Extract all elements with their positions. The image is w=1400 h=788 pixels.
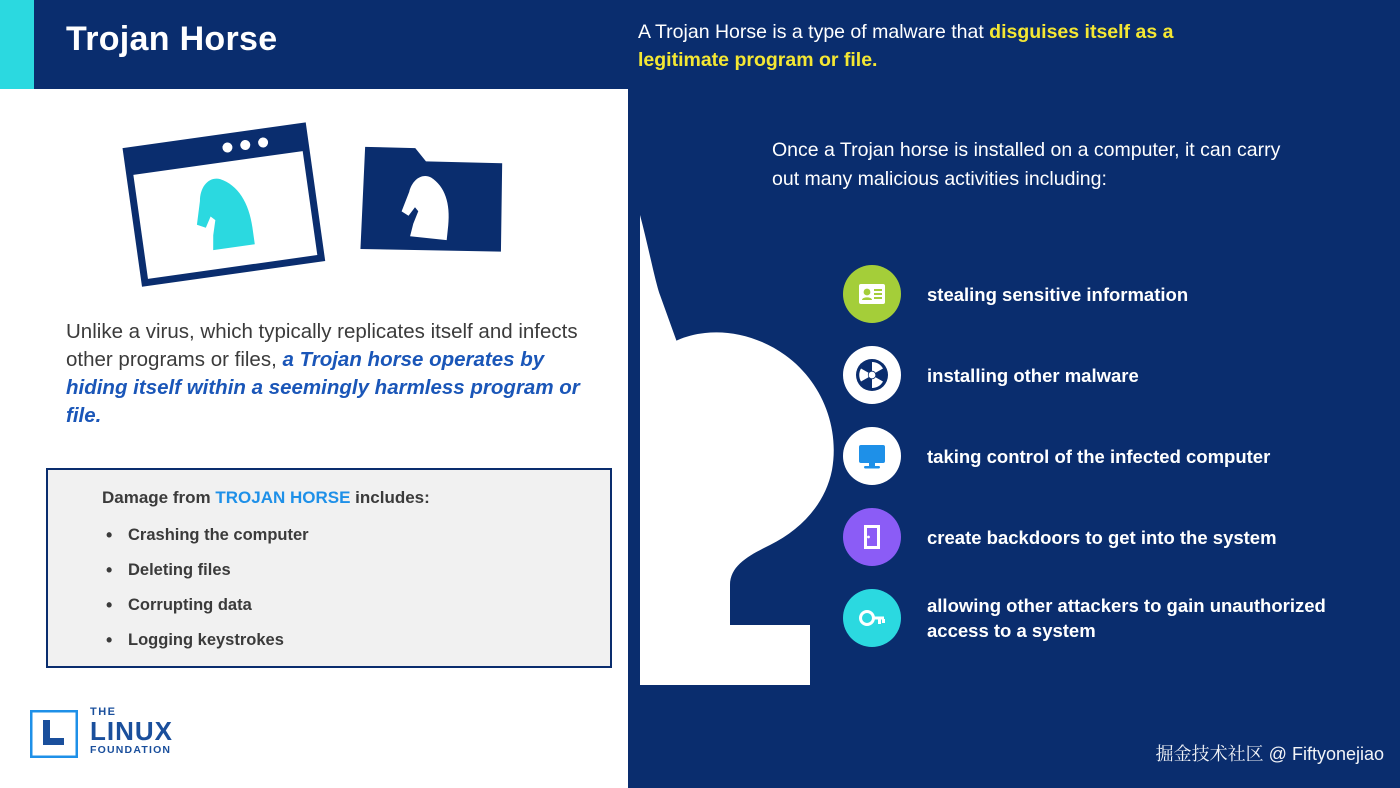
damage-item-label: Corrupting data	[128, 596, 252, 614]
left-paragraph	[66, 318, 596, 430]
title-bar	[0, 0, 628, 89]
door-icon	[843, 508, 901, 566]
activity-label: taking control of the infected computer	[927, 445, 1271, 467]
title-accent-bar	[0, 0, 34, 89]
left-panel	[0, 0, 628, 788]
top-statement	[638, 18, 1238, 74]
watermark-text: 掘金技术社区 @ Fiftyonejiao	[1155, 744, 1384, 764]
activity-label: allowing other attackers to gain unauthorized access to a system	[927, 595, 1326, 641]
key-icon	[843, 589, 901, 647]
radiation-icon	[843, 346, 901, 404]
page-title: Trojan Horse	[66, 20, 278, 58]
linux-foundation-logo	[30, 706, 230, 764]
list-item	[843, 346, 1383, 427]
damage-box	[46, 468, 612, 668]
damage-heading-pre: Damage from	[102, 488, 216, 507]
activity-label: stealing sensitive information	[927, 283, 1189, 305]
list-item	[102, 553, 309, 588]
list-item	[102, 588, 309, 623]
logo-line-linux: LINUX	[90, 716, 173, 746]
logo-line-the: THE	[90, 706, 117, 718]
activity-label: installing other malware	[927, 364, 1139, 386]
horse-silhouette	[600, 185, 860, 685]
list-item	[843, 508, 1383, 589]
top-statement-highlight: disguises itself as a legitimate program or file.	[638, 21, 1174, 71]
left-paragraph-emphasis: a Trojan horse operates by hiding itself within a seemingly harmless program or file.	[66, 348, 580, 427]
list-item	[843, 265, 1383, 346]
list-item	[843, 589, 1383, 670]
malicious-activities-list	[843, 265, 1383, 670]
trojan-illustration	[110, 115, 550, 295]
left-paragraph-plain: Unlike a virus, which typically replicates itself and infects other programs or files,	[66, 320, 578, 371]
illustration-svg	[110, 115, 550, 295]
linux-foundation-mark-icon	[30, 710, 78, 758]
activity-label: create backdoors to get into the system	[927, 526, 1277, 548]
damage-heading	[102, 488, 430, 508]
damage-item-label: Deleting files	[128, 561, 231, 579]
id-card-icon	[843, 265, 901, 323]
damage-item-label: Crashing the computer	[128, 526, 309, 544]
list-item	[102, 623, 309, 658]
damage-heading-post: includes:	[350, 488, 430, 507]
logo-line-foundation: FOUNDATION	[90, 744, 172, 756]
list-item	[102, 518, 309, 553]
list-item	[843, 427, 1383, 508]
top-statement-pre: A Trojan Horse is a type of malware that	[638, 21, 990, 43]
damage-heading-highlight: TROJAN HORSE	[215, 488, 351, 507]
damage-item-label: Logging keystrokes	[128, 631, 284, 649]
once-installed-text: Once a Trojan horse is installed on a computer, it can carry out many malicious activities including:	[772, 139, 1281, 190]
monitor-icon	[843, 427, 901, 485]
damage-list	[102, 518, 309, 658]
linux-foundation-wordmark	[90, 706, 173, 756]
